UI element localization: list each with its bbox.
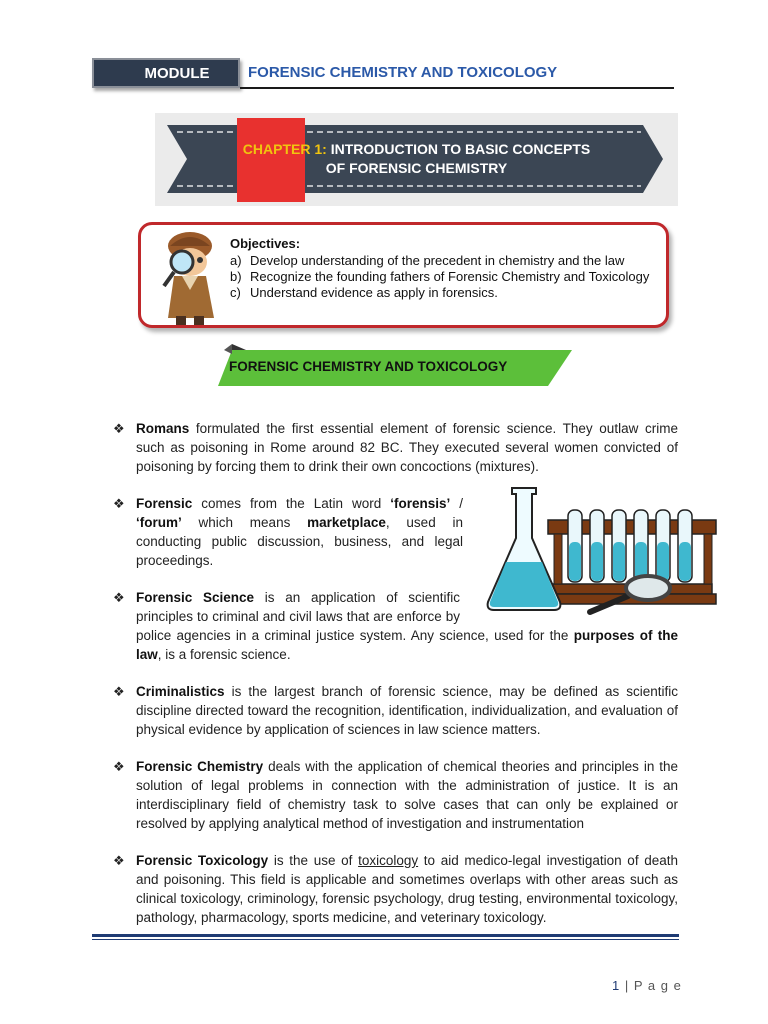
- objective-text: Recognize the founding fathers of Forensic Chemistry and Toxicology: [250, 269, 650, 284]
- bullet-term: Romans: [136, 421, 190, 436]
- chapter-title: [155, 140, 678, 178]
- bullet-text: /: [450, 496, 463, 511]
- objectives-content: [230, 236, 660, 301]
- bullet-text: is the largest branch of forensic science, may be defined as scientific discipline directed toward the recognition, identification, individualization, and evaluation of physical evidence by application of sciences in law science matters.: [136, 684, 678, 737]
- bullet-emphasis: marketplace: [307, 515, 386, 530]
- bullet-term: Forensic: [136, 496, 193, 511]
- bullet-term: Forensic Chemistry: [136, 759, 264, 774]
- bullet-emphasis: ‘forensis’: [390, 496, 451, 511]
- bullet-text: comes from the Latin word: [192, 496, 391, 511]
- footer-rule: [92, 934, 679, 937]
- objective-marker: b): [230, 269, 242, 284]
- header-title: FORENSIC CHEMISTRY AND TOXICOLOGY: [248, 64, 558, 81]
- bullet-text: , used in conducting public discussion, business, and legal proceedings.: [136, 515, 463, 568]
- diamond-bullet-icon: ❖: [113, 421, 125, 436]
- bullet-emphasis: purposes of the law: [136, 628, 678, 662]
- footer-rule-thin: [92, 939, 679, 940]
- bullet-text: , is a forensic science.: [157, 647, 291, 662]
- diamond-bullet-icon: ❖: [113, 853, 125, 868]
- objective-text: Understand evidence as apply in forensics.: [250, 285, 498, 300]
- objective-item: [230, 253, 660, 269]
- objective-item: [230, 269, 660, 285]
- bullet-text: which means: [181, 515, 308, 530]
- objective-marker: c): [230, 285, 241, 300]
- bullet-romans: [113, 419, 678, 476]
- bullet-criminalistics: [113, 682, 678, 739]
- bullet-term: Criminalistics: [136, 684, 225, 699]
- diamond-bullet-icon: ❖: [113, 590, 125, 605]
- bullet-text: formulated the first essential element of forensic science. They outlaw crime such as poisoning in Rome around 82 BC. They executed several women convicted of poisoning by forcing them to drink their own concoctions (mixtures).: [136, 421, 678, 474]
- page-separator: |: [620, 978, 634, 993]
- page-number-value: 1: [612, 978, 621, 993]
- detective-icon: [160, 228, 222, 326]
- objective-item: [230, 285, 660, 301]
- lab-glassware-icon: [478, 484, 718, 624]
- diamond-bullet-icon: ❖: [113, 684, 125, 699]
- chapter-title-line1: INTRODUCTION TO BASIC CONCEPTS: [330, 141, 591, 157]
- chapter-title-line2: OF FORENSIC CHEMISTRY: [325, 160, 508, 176]
- bullet-forensic-chemistry: [113, 757, 678, 833]
- module-tab: [92, 58, 240, 88]
- bullet-forensic-toxicology: [113, 851, 678, 927]
- bullet-text: is the use of: [268, 853, 359, 868]
- section-banner-title: FORENSIC CHEMISTRY AND TOXICOLOGY: [229, 359, 508, 374]
- toxicology-link[interactable]: toxicology: [358, 853, 419, 868]
- bullet-term: Forensic Science: [136, 590, 255, 605]
- header-rule: [240, 87, 674, 89]
- diamond-bullet-icon: ❖: [113, 496, 125, 511]
- bullet-forensic: [113, 494, 463, 570]
- bullet-emphasis: ‘forum’: [136, 515, 182, 530]
- bullet-term: Forensic Toxicology: [136, 853, 269, 868]
- objectives-title: Objectives:: [230, 236, 301, 251]
- page-word: P a g e: [633, 978, 682, 993]
- bullet-text: is an application of scientific principles to criminal and civil laws that are enforce by police agencies in a criminal justice system. Any science, used for the: [136, 590, 574, 643]
- page-number: [612, 978, 682, 993]
- module-label: MODULE: [144, 64, 210, 82]
- bullet-text: to aid medico-legal investigation of death and poisoning. This field is applicable and sometimes overlaps with other areas such as clinical toxicology, criminology, forensic psychology, drug testing, environmental toxicology, pathology, pharmacology, sports medicine, and veterinary toxicology.: [136, 853, 679, 925]
- bullet-text: deals with the application of chemical theories and principles in the solution of legal problems in connection with the administration of justice. It is an interdisciplinary field of chemistry task to solve cases that can only be explained or resolved by applying analytical method of investigation and instrumentation: [136, 759, 678, 831]
- objective-text: Develop understanding of the precedent in chemistry and the law: [250, 253, 625, 268]
- diamond-bullet-icon: ❖: [113, 759, 125, 774]
- chapter-label: CHAPTER 1:: [242, 141, 331, 157]
- objective-marker: a): [230, 253, 242, 268]
